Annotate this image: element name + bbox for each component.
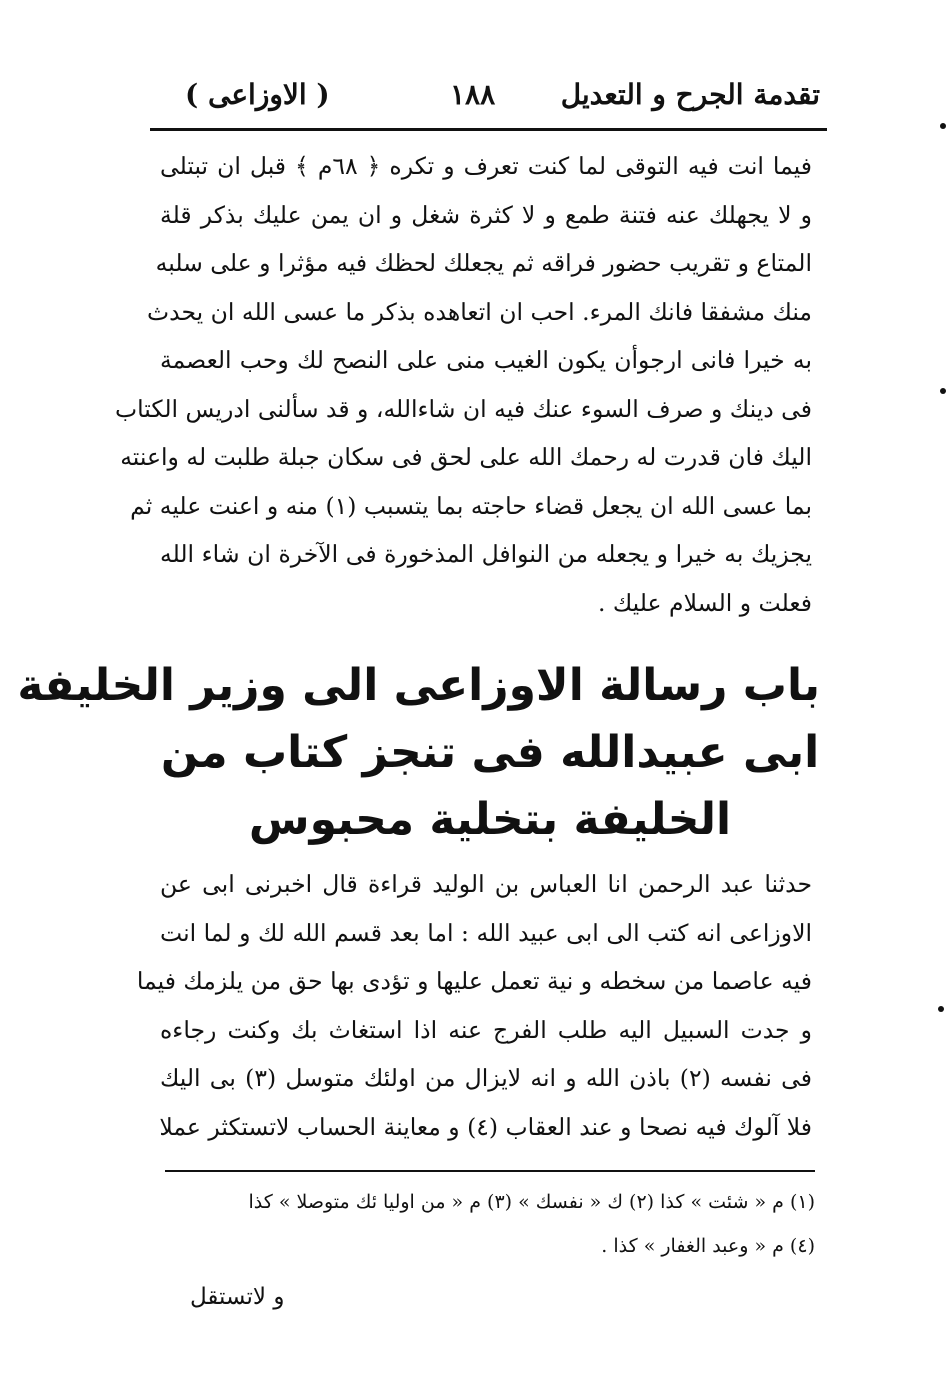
page-number: ١٨٨ (450, 78, 496, 111)
heading-line: باب رسالة الاوزاعى الى وزير الخليفة (17, 660, 820, 711)
catchword: و لاتستقل (190, 1284, 285, 1310)
text-line: فيما انت فيه التوقى لما كنت تعرف و تكره ﴿ ٦٨م ﴾ قبل ان تبتلى (160, 152, 812, 180)
heading-line: الخليفة بتخلية محبوس (248, 794, 732, 845)
text-line: فعلت و السلام عليك . (597, 588, 812, 617)
text-line: و جدت السبيل اليه طلب الفرج عنه اذا استغاث بك وكنت رجاءه (160, 1015, 812, 1044)
footnote-line: (٤) م « وعبد الغفار » كذا . (601, 1235, 815, 1257)
footnote-rule (165, 1170, 815, 1172)
text-line: اليك فان قدرت له رحمك الله على لحق فى سكان جبلة طلبت له واعنته (120, 443, 812, 471)
chapter-heading (17, 652, 820, 853)
running-header (150, 78, 830, 126)
header-rule (150, 128, 827, 131)
text-line: الاوزاعى انه كتب الى ابى عبيد الله : اما بعد قسم الله لك و لما انت (160, 918, 812, 947)
section-name: ( الاوزاعى ) (185, 78, 330, 111)
footnote-line: (١) م « شئت » كذا (٢) ك « نفسك » (٣) م « من اوليا ئك متوصلا » كذا (248, 1191, 815, 1213)
paragraph-1 (115, 142, 812, 627)
text-line: فلا آلوك فيه نصحا و عند العقاب (٤) و معاينة الحساب لاتستكثر عملا (159, 1112, 812, 1141)
text-line: و لا يجهلك عنه فتنة طمع و لا كثرة شغل و ان يمن عليك بذكر قلة (160, 200, 812, 229)
text-line: المتاع و تقريب حضور فراقه ثم يجعلك لحظك فيه مؤثرا و على سلبه (155, 249, 812, 277)
paragraph-2 (136, 860, 812, 1151)
text-line: يجزيك به خيرا و يجعله من النوافل المذخورة فى الآخرة ان شاء الله (160, 540, 812, 568)
text-line: حدثنا عبد الرحمن انا العباس بن الوليد قراءة قال اخبرنى ابى عن (160, 870, 812, 898)
book-title: تقدمة الجرح و التعديل (560, 78, 820, 111)
text-line: فى دينك و صرف السوء عنك فيه ان شاءالله، و قد سألنى ادريس الكتاب (115, 394, 812, 423)
text-line: بما عسى الله ان يجعل قضاء حاجته بما يتسبب (١) منه و اعنت عليه ثم (130, 491, 812, 520)
margin-mark (940, 123, 946, 129)
margin-mark (940, 388, 946, 394)
text-line: منك مشفقا فانك المرء. احب ان اتعاهده بذكر ما عسى الله ان يحدث (146, 297, 812, 326)
footnotes (165, 1180, 815, 1268)
heading-line: ابى عبيدالله فى تنجز كتاب من (160, 727, 820, 778)
text-line: فى نفسه (٢) باذن الله و انه لايزال من اولئك متوسل (٣) بى اليك (160, 1064, 812, 1092)
text-line: به خيرا فانى ارجوأن يكون الغيب منى على النصح لك وحب العصمة (160, 346, 812, 374)
text-line: فيه عاصما من سخطه و نية تعمل عليها و تؤدى بها حق من يلزمك فيما (136, 967, 812, 995)
margin-mark (938, 1006, 944, 1012)
